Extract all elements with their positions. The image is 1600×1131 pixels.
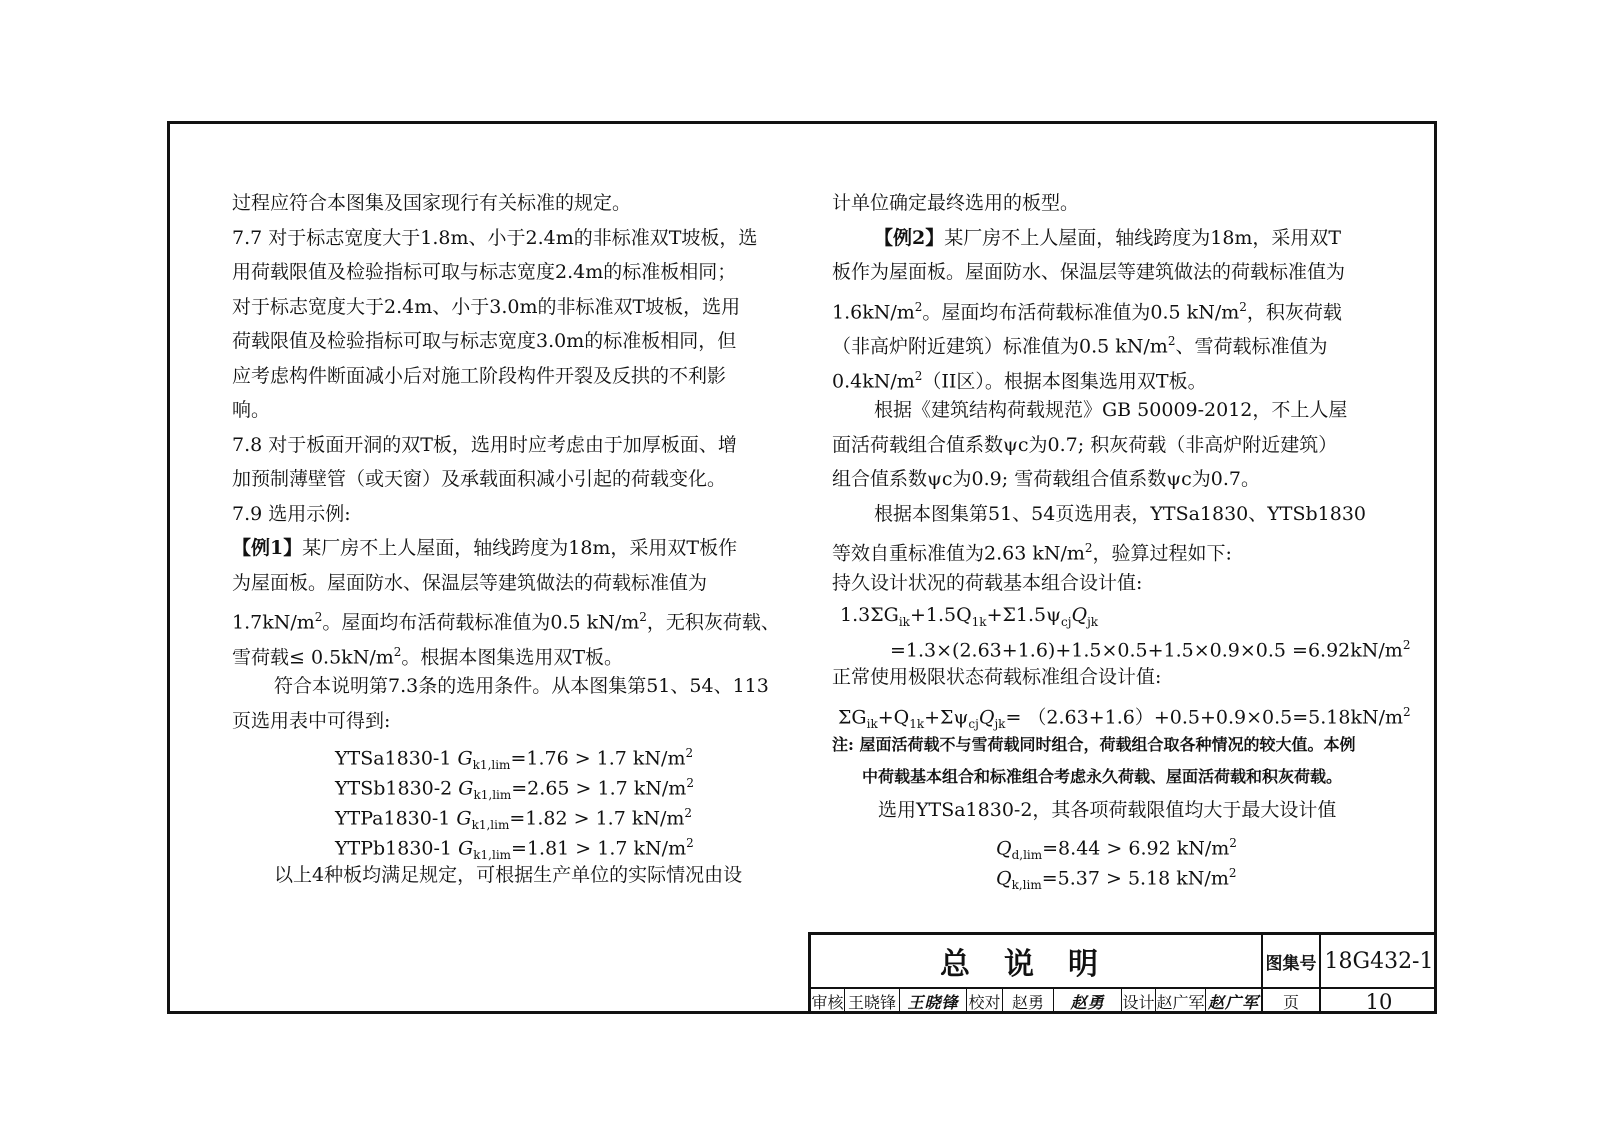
example-label: 【例2】 [874, 226, 945, 249]
text-span: （II区）。根据本图集选用双T板。 [922, 369, 1207, 392]
subscript: ik [898, 614, 910, 629]
text-line: 选用YTSa1830-2，其各项荷载限值均大于最大设计值 [878, 799, 1337, 821]
note-line: 注: 屋面活荷载不与雪荷载同时组合，荷载组合取各种情况的较大值。本例 [832, 735, 1356, 754]
symbol: G [457, 747, 473, 770]
text-line [832, 221, 1377, 256]
text-span: YTSa1830-1 [335, 747, 458, 770]
right-column [832, 186, 1411, 892]
subscript: d,lim [1011, 847, 1043, 862]
text-line: 对于标志宽度大于2.4m、小于3.0m的非标准双T坡板，选用 [232, 295, 741, 318]
symbol: Q [1071, 604, 1088, 626]
title-block [808, 932, 1434, 1014]
text-span: =2.65 > 1.7 kN/m [511, 777, 687, 800]
formula-line [232, 828, 780, 863]
superscript: 2 [1228, 865, 1237, 880]
text-span: YTPb1830-1 [335, 837, 459, 860]
text-span: 等效自重标准值为2.63 kN/m [832, 542, 1085, 565]
text-line: 以上4种板均满足规定，可根据生产单位的实际情况由设 [274, 864, 743, 886]
page-number: 10 [1319, 989, 1437, 1014]
superscript: 2 [1402, 638, 1411, 652]
subscript: 1k [909, 716, 925, 731]
text-line: 组合值系数ψc为0.9; 雪荷载组合值系数ψc为0.7。 [832, 468, 1260, 490]
text-span: =1.3×(2.63+1.6)+1.5×0.5+1.5×0.9×0.5 =6.92kN/m [890, 639, 1403, 662]
subscript: cj [968, 716, 979, 731]
text-span: = （2.63+1.6）+0.5+0.9×0.5=5.18kN/m [1005, 705, 1404, 728]
superscript: 2 [314, 610, 323, 624]
note-line: 中荷载基本组合和标准组合考虑永久荷载、屋面活荷载和积灰荷载。 [862, 767, 1343, 786]
superscript: 2 [684, 806, 693, 820]
design-label: 设计 [1121, 989, 1155, 1014]
designer-signature: 赵广军 [1205, 989, 1261, 1014]
text-span: 某厂房不上人屋面，轴线跨度为18m，采用双T板作 [302, 537, 738, 559]
text-span: 某厂房不上人屋面，轴线跨度为18m，采用双T [944, 226, 1342, 249]
text-span: 、雪荷载标准值为 [1175, 335, 1328, 358]
text-span: 雪荷载≤ 0.5kN/m [232, 645, 394, 668]
drawing-title: 总说明 [940, 947, 1132, 982]
text-line: 正常使用极限状态荷载标准组合设计值: [832, 666, 1162, 688]
symbol: Q [996, 836, 1012, 859]
text-span: =1.81 > 1.7 kN/m [511, 837, 687, 860]
note-block [832, 729, 1377, 793]
symbol: G [456, 807, 472, 830]
checker-signature: 赵勇 [1053, 989, 1121, 1014]
superscript: 2 [1403, 704, 1411, 719]
text-span: +1.5Q [909, 604, 972, 626]
text-span: +Q [877, 705, 910, 728]
subscript: ik [866, 716, 878, 731]
superscript: 2 [1239, 299, 1247, 314]
text-line [232, 635, 780, 670]
text-line: 持久设计状况的荷载基本组合设计值: [832, 571, 1143, 594]
text-line [832, 324, 1377, 359]
text-span: 0.4kN/m [832, 369, 915, 392]
subscript: k1,lim [472, 758, 511, 773]
text-line [232, 600, 780, 635]
subscript: k1,lim [473, 788, 512, 803]
text-span: +Σψ [924, 705, 969, 728]
subscript: 1k [971, 614, 987, 629]
formula-line [832, 600, 1377, 630]
reviewer-signature: 王晓锋 [899, 989, 966, 1014]
subscript: k1,lim [473, 848, 512, 863]
review-label: 审核 [811, 993, 844, 1012]
text-span: +Σ1.5ψ [986, 604, 1062, 626]
left-column [232, 186, 780, 893]
symbol: G [458, 777, 474, 800]
text-line: 面活荷载组合值系数ψc为0.7; 积灰荷载（非高炉附近建筑） [832, 433, 1338, 456]
subscript: jk [994, 716, 1006, 731]
text-line: 根据《建筑结构荷载规范》GB 50009-2012，不上人屋 [874, 399, 1348, 421]
symbol: Q [978, 705, 995, 728]
superscript: 2 [639, 610, 647, 624]
text-span: =1.82 > 1.7 kN/m [509, 807, 685, 830]
formula-line [232, 768, 780, 803]
text-span: （非高炉附近建筑）标准值为0.5 kN/m [832, 335, 1168, 358]
formula-line [832, 858, 1377, 892]
text-line: 计单位确定最终选用的板型。 [832, 192, 1080, 214]
superscript: 2 [1229, 835, 1237, 850]
text-line: 响。 [232, 399, 271, 421]
superscript: 2 [1167, 334, 1176, 348]
checker-name: 赵勇 [1002, 989, 1053, 1014]
text-span: 1.7kN/m [232, 611, 315, 634]
designer-name: 赵广军 [1155, 989, 1205, 1014]
atlas-number-label: 图集号 [1261, 935, 1319, 987]
text-line: 根据本图集第51、54页选用表，YTSa1830、YTSb1830 [874, 502, 1367, 525]
page-label: 页 [1261, 989, 1319, 1014]
text-line: 为屋面板。屋面防水、保温层等建筑做法的荷载标准值为 [232, 571, 708, 594]
formula-line [832, 695, 1411, 731]
text-span: =8.44 > 6.92 kN/m [1042, 836, 1230, 859]
text-line: 7.9 选用示例: [232, 502, 351, 525]
text-span: =1.76 > 1.7 kN/m [510, 747, 686, 770]
atlas-number: 18G432-1 [1319, 935, 1437, 987]
superscript: 2 [1084, 541, 1093, 555]
text-span: 1.6kN/m [832, 300, 915, 323]
text-span: YTPa1830-1 [335, 807, 457, 830]
superscript: 2 [686, 776, 694, 790]
symbol: Q [996, 866, 1012, 889]
text-span: ，无积灰荷载、 [646, 611, 780, 634]
signature-row [811, 989, 1437, 1014]
reviewer-name: 王晓锋 [844, 989, 899, 1014]
text-span: 1.3ΣG [840, 604, 899, 626]
text-line: 符合本说明第7.3条的选用条件。从本图集第51、54、113 [274, 675, 769, 697]
superscript: 2 [685, 746, 694, 760]
formula-line [832, 630, 1411, 662]
text-line: 荷载限值及检验指标可取与标志宽度3.0m的标准板相同，但 [232, 330, 737, 352]
text-line: 7.7 对于标志宽度大于1.8m、小于2.4m的非标准双T坡板，选 [232, 226, 758, 249]
superscript: 2 [914, 368, 923, 383]
superscript: 2 [393, 644, 402, 659]
text-line: 板作为屋面板。屋面防水、保温层等建筑做法的荷载标准值为 [832, 261, 1346, 283]
text-line: 加预制薄壁管（或天窗）及承载面积减小引起的荷载变化。 [232, 468, 727, 490]
formula-line [832, 828, 1377, 862]
text-line: 过程应符合本图集及国家现行有关标准的规定。 [232, 192, 632, 214]
text-span: 。屋面均布活荷载标准值为0.5 kN/m [322, 611, 640, 634]
text-span: 。根据本图集选用双T板。 [401, 645, 624, 668]
text-line: 7.8 对于板面开洞的双T板，选用时应考虑由于加厚板面、增 [232, 433, 737, 456]
text-span: ，积灰荷载 [1246, 300, 1342, 323]
text-line [232, 531, 780, 566]
text-line [832, 359, 1377, 394]
text-line [832, 531, 1377, 566]
text-span: ，验算过程如下: [1092, 542, 1232, 565]
text-span: YTSb1830-2 [335, 777, 459, 800]
subscript: cj [1061, 614, 1072, 629]
text-line: 页选用表中可得到: [232, 709, 391, 732]
subscript: k,lim [1011, 877, 1042, 892]
subscript: k1,lim [471, 818, 510, 833]
check-label: 校对 [966, 989, 1002, 1014]
subscript: jk [1087, 614, 1099, 629]
text-span: 。屋面均布活荷载标准值为0.5 kN/m [922, 300, 1240, 323]
symbol: G [458, 837, 474, 860]
superscript: 2 [914, 299, 923, 314]
formula-line [232, 738, 780, 773]
text-line: 用荷载限值及检验指标可取与标志宽度2.4m的标准板相同； [232, 261, 737, 283]
text-span: =5.37 > 5.18 kN/m [1041, 866, 1229, 889]
text-span: ΣG [838, 705, 867, 728]
example-label: 【例1】 [232, 537, 303, 559]
text-line: 应考虑构件断面减小后对施工阶段构件开裂及反拱的不利影 [232, 364, 727, 387]
superscript: 2 [686, 836, 694, 850]
formula-line [232, 798, 780, 833]
text-line [832, 290, 1377, 325]
